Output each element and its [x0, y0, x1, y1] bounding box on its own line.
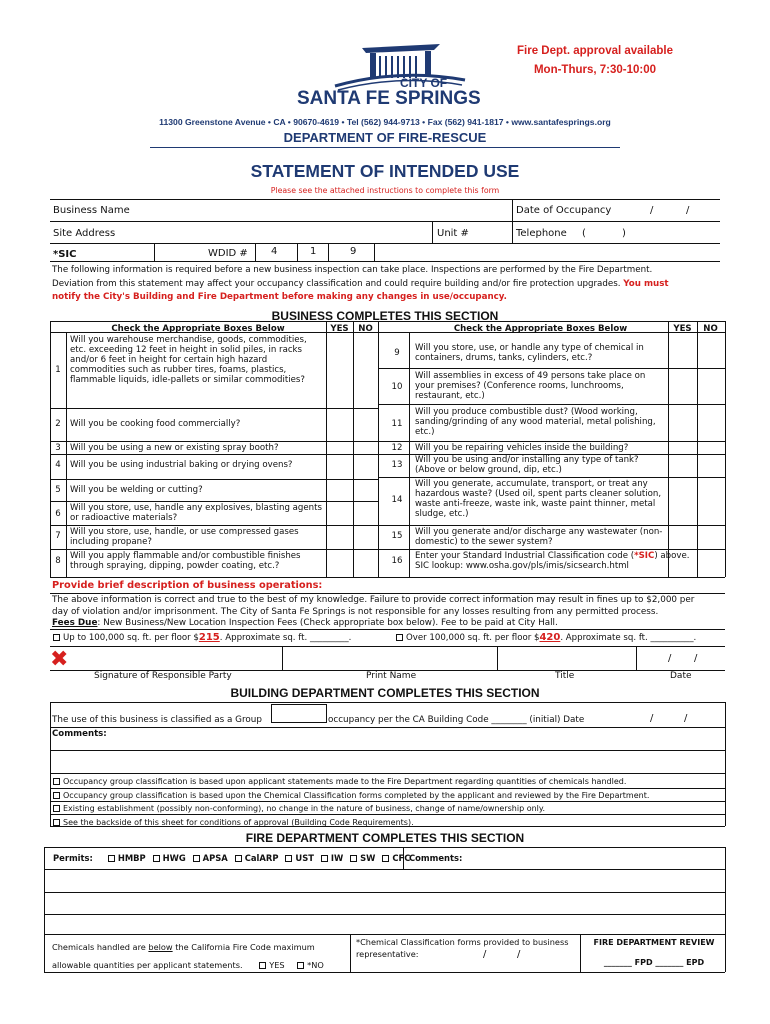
intro-line-1: The following information is required before a new business inspection can take place. Inspections are performed by the Fire Department.	[52, 265, 653, 275]
permits-row	[53, 853, 410, 863]
question-text: Will assemblies in excess of 49 persons take place on your premises? (Conference rooms, lunchrooms, restaurant, etc.)	[415, 371, 646, 401]
business-section-title: BUSINESS COMPLETES THIS SECTION	[271, 309, 499, 323]
checkbox[interactable]	[285, 855, 292, 862]
item-number: 2	[55, 419, 61, 429]
checkbox[interactable]	[297, 962, 304, 969]
wdid-label: WDID #	[208, 248, 248, 259]
sic-label: *SIC	[53, 249, 77, 260]
item-number: 15	[391, 531, 403, 541]
fee-2-amount: 420	[539, 632, 561, 643]
date-occupancy-label: Date of Occupancy	[516, 205, 612, 216]
chem-below: below	[148, 942, 173, 952]
question-text: Will you be using and/or installing any type of tank? (Above or below ground, dip, etc.)	[415, 455, 639, 475]
date-slash-2: /	[686, 205, 690, 216]
date-slash-1: /	[650, 205, 654, 216]
item-number: 11	[391, 419, 403, 429]
item-number: 5	[55, 485, 61, 495]
item-number: 9	[394, 348, 400, 358]
right-no-header: NO	[703, 324, 718, 334]
approval-line-2: Mon-Thurs, 7:30-10:00	[533, 64, 657, 76]
sic-text-b: *SIC	[634, 551, 655, 561]
permit-label: HWG	[162, 853, 186, 863]
intro-line-2	[52, 278, 722, 292]
approval-notice	[470, 42, 720, 80]
sig-date-slash-1: /	[668, 653, 672, 664]
permits-label: Permits:	[53, 853, 93, 863]
intro-must-notify: You must	[623, 278, 669, 289]
fee-1-checkbox[interactable]	[53, 634, 60, 641]
title-label: Title	[555, 671, 575, 681]
item-number: 12	[391, 443, 403, 453]
group-input-box[interactable]	[271, 704, 327, 723]
permit-apsa[interactable]	[193, 853, 228, 863]
signature-label: Signature of Responsible Party	[94, 671, 232, 681]
checkbox[interactable]	[350, 855, 357, 862]
fees-due-label: Fees Due	[52, 618, 98, 628]
no-label: *NO	[307, 960, 324, 970]
chem-text-c: allowable quantities per applicant statements.	[52, 960, 243, 970]
group-text-a: The use of this business is classified as a Group	[52, 715, 262, 725]
chem-forms-slash-2: /	[517, 949, 521, 960]
checkbox[interactable]	[235, 855, 242, 862]
chem-text-a: Chemicals handled are	[52, 942, 149, 952]
print-name-label: Print Name	[366, 671, 417, 681]
wdid-2: 1	[310, 246, 317, 257]
item-number: 4	[55, 460, 61, 470]
checkbox[interactable]	[53, 792, 60, 799]
chem-forms-slash-1: /	[483, 949, 487, 960]
item-number: 1	[55, 365, 61, 375]
building-check-2[interactable]	[53, 789, 649, 803]
checkbox[interactable]	[259, 962, 266, 969]
left-no-header: NO	[358, 324, 373, 334]
chem-yes-option[interactable]	[259, 960, 284, 970]
item-number: 16	[391, 556, 403, 566]
checkbox[interactable]	[53, 819, 60, 826]
certify-text	[52, 595, 724, 630]
item-number: 3	[55, 443, 61, 453]
certify-line-1: The above information is correct and true to the best of my knowledge. Failure to provide correct information may result in fines up to $2,000 per	[52, 595, 695, 605]
item-number: 14	[391, 495, 403, 505]
fee-option-1[interactable]	[53, 632, 351, 643]
checkbox[interactable]	[193, 855, 200, 862]
question-text: Will you be welding or cutting?	[70, 485, 203, 495]
right-yes-header: YES	[673, 324, 692, 334]
checkbox[interactable]	[153, 855, 160, 862]
address-line: 11300 Greenstone Avenue • CA • 90670-4619 • Tel (562) 944-9713 • Fax (562) 941-1817 • www.santafesprings.org	[159, 117, 611, 127]
telephone-label: Telephone	[516, 228, 567, 239]
yes-label: YES	[269, 960, 285, 970]
fire-comments-label: Comments:	[409, 853, 463, 863]
sic-question	[415, 551, 715, 571]
fee-2-label: Over 100,000 sq. ft. per floor $	[406, 633, 540, 643]
question-text: Will you be using a new or existing spray booth?	[70, 443, 279, 453]
permit-label: CFC	[392, 853, 411, 863]
fire-review-title: FIRE DEPARTMENT REVIEW	[593, 938, 715, 947]
checkbox[interactable]	[382, 855, 389, 862]
question-text: Will you generate, accumulate, transport, or treat any hazardous waste? (Used oil, spent parts cleaner solution, waste anti-freeze, waste ink, waste paint thinner, metal sludge, etc.)	[415, 479, 662, 519]
question-text: Will you be cooking food commercially?	[70, 419, 241, 429]
group-classification	[52, 715, 262, 725]
question-text: Will you warehouse merchandise, goods, commodities, etc. exceeding 12 feet in height in solid piles, in racks and/or 6 feet in height for certain high hazard commodities such as rubber tires, foams, plastics, flammable liquids, idle-pallets or similar commodities?	[70, 335, 307, 385]
date-label: Date	[670, 671, 692, 681]
question-text: Will you store, use, handle any explosives, blasting agents or radioactive materials?	[70, 503, 322, 523]
permit-hmbp[interactable]	[108, 853, 146, 863]
sign-here-mark: ✖	[50, 647, 69, 672]
checkbox[interactable]	[53, 778, 60, 785]
intro-line-2-text: Deviation from this statement may affect your occupancy classification and could require building and/or fire protection upgrades.	[52, 278, 621, 289]
check-label: Existing establishment (possibly non-conforming), no change in the nature of business, change of name/ownership only.	[63, 804, 546, 813]
fire-review-line: _______ FPD _______ EPD	[603, 958, 705, 967]
chem-forms-provided: *Chemical Classification forms provided to business representative:	[356, 937, 569, 959]
question-text: Will you be using industrial baking or drying ovens?	[70, 460, 293, 470]
permit-ust[interactable]	[285, 853, 314, 863]
sic-question-line-1	[415, 551, 715, 561]
site-address-label: Site Address	[53, 228, 116, 239]
right-col-header: Check the Appropriate Boxes Below	[453, 324, 628, 334]
building-date-slash-1: /	[650, 713, 654, 724]
permit-label: IW	[330, 853, 344, 863]
question-text: Will you store, use, or handle any type of chemical in containers, drums, tanks, cylinders, etc.?	[415, 343, 644, 363]
subtitle: Please see the attached instructions to complete this form	[270, 186, 500, 195]
city-of: CITY OF	[400, 76, 448, 90]
item-number: 6	[55, 509, 61, 519]
question-text: Will you store, use, handle, or use compressed gases including propane?	[70, 527, 299, 547]
unit-label: Unit #	[437, 228, 469, 239]
fire-section-title: FIRE DEPARTMENT COMPLETES THIS SECTION	[245, 831, 525, 845]
fee-option-2[interactable]	[396, 632, 696, 643]
sic-text-a: Enter your Standard Industrial Classification code (	[415, 551, 635, 561]
left-yes-header: YES	[330, 324, 349, 334]
page-title: STATEMENT OF INTENDED USE	[250, 161, 520, 181]
chemicals-line-1	[52, 938, 324, 956]
question-text: Will you generate and/or discharge any wastewater (non-domestic) to the sewer system?	[415, 527, 663, 547]
checkbox[interactable]	[108, 855, 115, 862]
question-text: Will you produce combustible dust? (Wood working, sanding/grinding of any wood material, metal polishing, etc.)	[415, 407, 656, 437]
building-date-slash-2: /	[684, 713, 688, 724]
fee-1-label: Up to 100,000 sq. ft. per floor $	[63, 633, 199, 643]
item-number: 10	[391, 382, 403, 392]
permit-label: SW	[360, 853, 376, 863]
fees-line	[52, 618, 724, 630]
sic-text-c: ) above.	[654, 551, 690, 561]
fee-2-sqft: . Approximate sq. ft. __________.	[560, 633, 697, 643]
building-comments-label: Comments:	[52, 729, 107, 739]
permit-label: UST	[295, 853, 314, 863]
left-col-header: Check the Appropriate Boxes Below	[111, 324, 285, 334]
building-checks	[53, 775, 649, 829]
wdid-1: 4	[271, 246, 278, 257]
provide-description-label: Provide brief description of business operations:	[52, 580, 323, 591]
permit-label: CalARP	[244, 853, 279, 863]
permit-cfc[interactable]	[382, 853, 410, 863]
check-label: Occupancy group classification is based upon applicant statements made to the Fire Department regarding quantities of chemicals handled.	[63, 777, 627, 786]
sig-date-slash-2: /	[694, 653, 698, 664]
chemicals-statement	[52, 938, 324, 974]
check-label: Occupancy group classification is based upon the Chemical Classification forms completed by the applicant and reviewed by the Fire Department.	[63, 790, 650, 800]
checkbox[interactable]	[321, 855, 328, 862]
item-number: 13	[391, 460, 403, 470]
item-number: 8	[55, 556, 61, 566]
checkbox[interactable]	[53, 805, 60, 812]
item-number: 7	[55, 531, 61, 541]
permit-iw[interactable]	[321, 853, 343, 863]
business-name-label: Business Name	[53, 205, 130, 216]
certify-line-2: day of violation and/or imprisonment. The City of Santa Fe Springs is not responsible for any losses resulting from any permitted process.	[52, 606, 659, 617]
question-text: Will you be repairing vehicles inside the building?	[415, 443, 629, 453]
check-label: See the backside of this sheet for conditions of approval (Building Code Requirements).	[63, 817, 414, 827]
permit-hwg[interactable]	[153, 853, 186, 863]
permit-label: APSA	[202, 853, 228, 863]
wdid-3: 9	[350, 246, 357, 257]
question-text: Will you apply flammable and/or combustible finishes through spraying, dipping, powder coating, etc.?	[70, 551, 301, 571]
telephone-paren-open: (	[582, 228, 586, 239]
fees-text: : New Business/New Location Inspection Fees (Check appropriate box below). Fee to be paid at City Hall.	[97, 618, 558, 628]
permit-calarp[interactable]	[235, 853, 279, 863]
fee-2-checkbox[interactable]	[396, 634, 403, 641]
department-name: DEPARTMENT OF FIRE-RESCUE	[283, 130, 487, 145]
chem-text-b: the California Fire Code maximum	[172, 942, 315, 952]
approval-line-1: Fire Dept. approval available	[517, 45, 673, 57]
group-text-b: occupancy per the CA Building Code ________ (initial) Date	[328, 715, 585, 725]
permit-sw[interactable]	[350, 853, 375, 863]
intro-line-3: notify the City's Building and Fire Department before making any changes in use/occupancy.	[52, 292, 507, 302]
chem-no-option[interactable]	[297, 960, 324, 970]
permit-label: HMBP	[117, 853, 146, 863]
intro-text	[52, 264, 722, 305]
telephone-paren-close: )	[622, 228, 626, 239]
building-check-1[interactable]	[53, 775, 649, 789]
building-section-title: BUILDING DEPARTMENT COMPLETES THIS SECTION	[230, 686, 540, 700]
city-name: SANTA FE SPRINGS	[297, 88, 481, 109]
fee-1-amount: 215	[198, 632, 220, 643]
sic-lookup-link[interactable]: SIC lookup: www.osha.gov/pls/imis/sicsearch.html	[415, 561, 629, 571]
fee-1-sqft: . Approximate sq. ft. _________.	[219, 633, 352, 643]
